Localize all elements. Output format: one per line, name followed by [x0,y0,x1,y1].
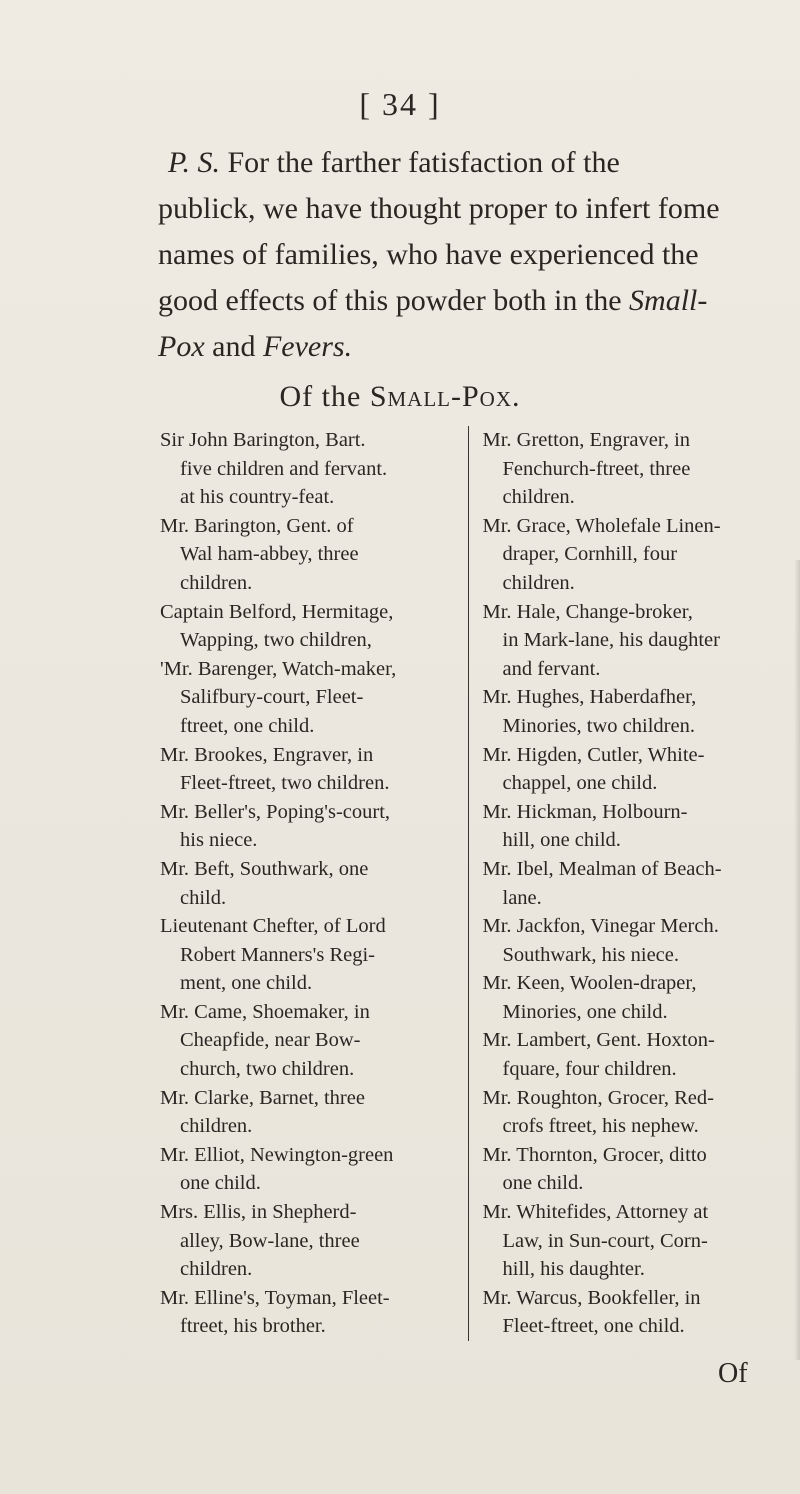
entry-line: Mr. Hale, Change-broker, [482,600,693,623]
entry-line: Mr. Elline's, Toyman, Fleet- [160,1286,390,1309]
entry-line: Mr. Came, Shoemaker, in [160,1000,370,1023]
entry-line: children. [180,1115,253,1138]
entry-line: Mr. Beft, Southwark, one [160,857,369,880]
entry-line: five children and fervant. [180,457,388,480]
list-entry [160,1284,458,1341]
page-edge-shadow [794,560,800,1360]
postscript-text: good effects of this powder both in the [158,284,622,317]
entry-line: hill, one child. [502,829,621,852]
entry-line: Fleet-ftreet, one child. [502,1315,685,1338]
postscript-paragraph [158,140,768,370]
entry-line: church, two children. [180,1058,355,1081]
entry-line: Mr. Clarke, Barnet, three [160,1086,365,1109]
entry-line: Robert Manners's Regi- [180,943,375,966]
postscript-line [158,278,768,324]
catchword: Of [718,1358,748,1389]
entry-line: his niece. [180,829,258,852]
entry-line: Mr. Lambert, Gent. Hoxton- [482,1029,715,1052]
entry-line: Fleet-ftreet, two children. [180,772,390,795]
entry-line: Mr. Brookes, Engraver, in [160,743,374,766]
list-entry [483,798,781,855]
entry-line: ftreet, his brother. [180,1315,326,1338]
postscript-fevers: Fevers. [262,330,353,363]
entry-line: children. [180,1258,253,1281]
entry-line: one child. [180,1172,261,1195]
page-number: [ 34 ] [359,86,441,122]
entry-line: one child. [502,1172,584,1195]
heading-title: Small-Pox. [369,380,521,413]
list-entry [483,1284,781,1341]
entry-line: chappel, one child. [502,772,658,795]
list-entry [160,426,458,512]
entry-line: Mr. Whitefides, Attorney at [482,1201,709,1224]
entry-line: Captain Belford, Hermitage, [160,600,394,623]
list-entry [160,798,458,855]
list-entry [160,741,458,798]
entry-line: Sir John Barington, Bart. [160,429,366,451]
entry-line: Mr. Warcus, Bookfeller, in [482,1286,701,1309]
entry-line: Mr. Gretton, Engraver, in [482,429,691,451]
list-entry [160,1084,458,1141]
list-entry [160,855,458,912]
list-entry [160,598,458,655]
entry-line: Mr. Thornton, Grocer, ditto [482,1143,707,1166]
entry-line: Minories, two children. [502,714,695,737]
entry-line: alley, Bow-lane, three [180,1229,360,1252]
entry-line: 'Mr. Barenger, Watch-maker, [160,657,397,680]
right-column [469,426,781,1341]
list-entry [483,741,781,798]
entry-line: Mr. Hughes, Haberdafher, [482,686,697,709]
list-entry [483,512,781,598]
list-entry [483,1141,781,1198]
list-entry [483,855,781,912]
entry-line: Mr. Higden, Cutler, White- [482,743,705,766]
entry-line: child. [180,886,227,909]
section-heading [0,380,800,414]
entry-line: crofs ftreet, his nephew. [502,1115,699,1138]
list-entry [483,912,781,969]
list-entry [160,998,458,1084]
entry-line: lane. [502,886,542,909]
entry-line: Mr. Keen, Woolen-draper, [482,972,697,995]
entry-line: Lieutenant Chefter, of Lord [160,915,386,938]
list-entry [483,426,781,512]
postscript-line [168,140,768,186]
entry-line: Mr. Beller's, Poping's-court, [160,800,391,823]
entry-line: Cheapfide, near Bow- [180,1029,361,1052]
list-entry [483,683,781,740]
entry-line: ftreet, one child. [180,714,315,737]
entry-line: Mr. Grace, Wholefale Linen- [482,514,721,537]
entry-line: hill, his daughter. [502,1258,645,1281]
entry-line: Mr. Roughton, Grocer, Red- [482,1086,714,1109]
entry-line: Fenchurch-ftreet, three [502,457,691,480]
entry-line: Salifbury-court, Fleet- [180,686,364,709]
entry-line: at his country-feat. [180,486,335,509]
list-entry [160,655,458,741]
entry-line: children. [502,486,575,509]
list-entry [160,912,458,998]
entry-line: children. [180,571,253,594]
entry-line: Wal ham-abbey, three [180,543,359,566]
left-column [160,426,469,1341]
entry-line: ment, one child. [180,972,313,995]
entry-line: Mr. Hickman, Holbourn- [482,800,688,823]
list-entry [160,1198,458,1284]
postscript-line: publick, we have thought proper to infert fome [158,192,720,225]
entry-line: Mr. Ibel, Mealman of Beach- [482,857,722,880]
entry-line: Law, in Sun-court, Corn- [502,1229,708,1252]
list-entry [160,512,458,598]
postscript-label: P. S. [168,146,220,179]
list-entry [483,598,781,684]
list-entry [483,1026,781,1083]
entry-line: children. [502,571,575,594]
postscript-small-pox: Small- [629,284,708,317]
entry-line: Mr. Jackfon, Vinegar Merch. [482,915,719,938]
entry-line: fquare, four children. [502,1058,677,1081]
entry-line: in Mark-lane, his daughter [502,629,720,652]
list-entry [483,969,781,1026]
postscript-pox: Pox [158,330,205,363]
postscript-line [158,324,768,370]
heading-prefix: Of the [279,380,370,413]
list-entry [160,1141,458,1198]
list-entry [483,1198,781,1284]
entry-line: Mr. Barington, Gent. of [160,514,354,537]
entry-line: Wapping, two children, [180,629,372,652]
list-entry [483,1084,781,1141]
postscript-and: and [204,330,263,363]
postscript-text: For the farther fatisfaction of the [227,146,620,179]
names-columns [160,426,780,1341]
postscript-line: names of families, who have experienced the [158,238,699,271]
entry-line: Minories, one child. [502,1000,668,1023]
entry-line: Mr. Elliot, Newington-green [160,1143,394,1166]
entry-line: draper, Cornhill, four [502,543,678,566]
entry-line: and fervant. [502,657,601,680]
entry-line: Mrs. Ellis, in Shepherd- [160,1201,357,1224]
entry-line: Southwark, his niece. [502,943,679,966]
